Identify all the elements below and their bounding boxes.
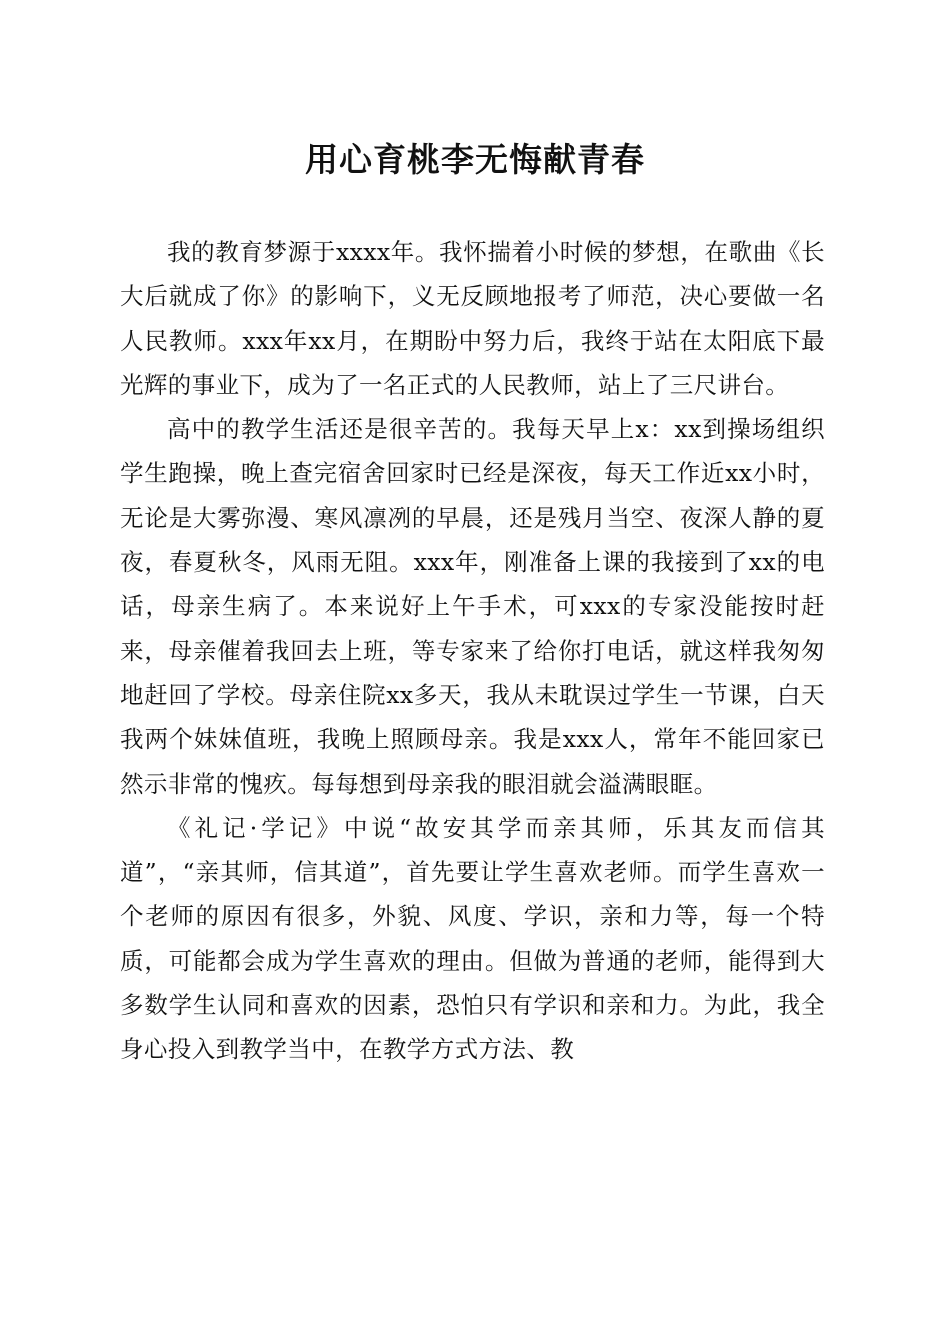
paragraph-dream: 我的教育梦源于xxxx年。我怀揣着小时候的梦想，在歌曲《长大后就成了你》的影响下，义无反顾地报考了师范，决心要做一名人民教师。xxx年xx月，在期盼中努力后，我终于站在太阳底下最光辉的事业下，成为了一名正式的人民教师，站上了三尺讲台。 [120,238,825,399]
paragraph-hardship: 高中的教学生活还是很辛苦的。我每天早上x：xx到操场组织学生跑操，晚上查完宿舍回家时已经是深夜，每天工作近xx小时，无论是大雾弥漫、寒风凛冽的早晨，还是残月当空、夜深人静的夏夜，春夏秋冬，风雨无阻。xxx年，刚准备上课的我接到了xx的电话，母亲生病了。本来说好上午手术，可xxx的专家没能按时赶来，母亲催着我回去上班，等专家来了给你打电话，就这样我匆匆地赶回了学校。母亲住院xx多天，我从未耽误过学生一节课，白天我两个妹妹值班，我晚上照顾母亲。我是xxx人，常年不能回家已然示非常的愧疚。每每想到母亲我的眼泪就会溢满眼眶。 [120,415,825,798]
document-body [120,230,825,1072]
paragraph-liji: 《礼记·学记》中说“故安其学而亲其师，乐其友而信其道”，“亲其师，信其道”，首先要让学生喜欢老师。而学生喜欢一个老师的原因有很多，外貌、风度、学识，亲和力等，每一个特质，可能都会成为学生喜欢的理由。但做为普通的老师，能得到大多数学生认同和喜欢的因素，恐怕只有学识和亲和力。为此，我全身心投入到教学当中，在教学方式方法、教 [120,813,825,1064]
document-title: 用心育桃李无悔献青春 [305,140,645,179]
